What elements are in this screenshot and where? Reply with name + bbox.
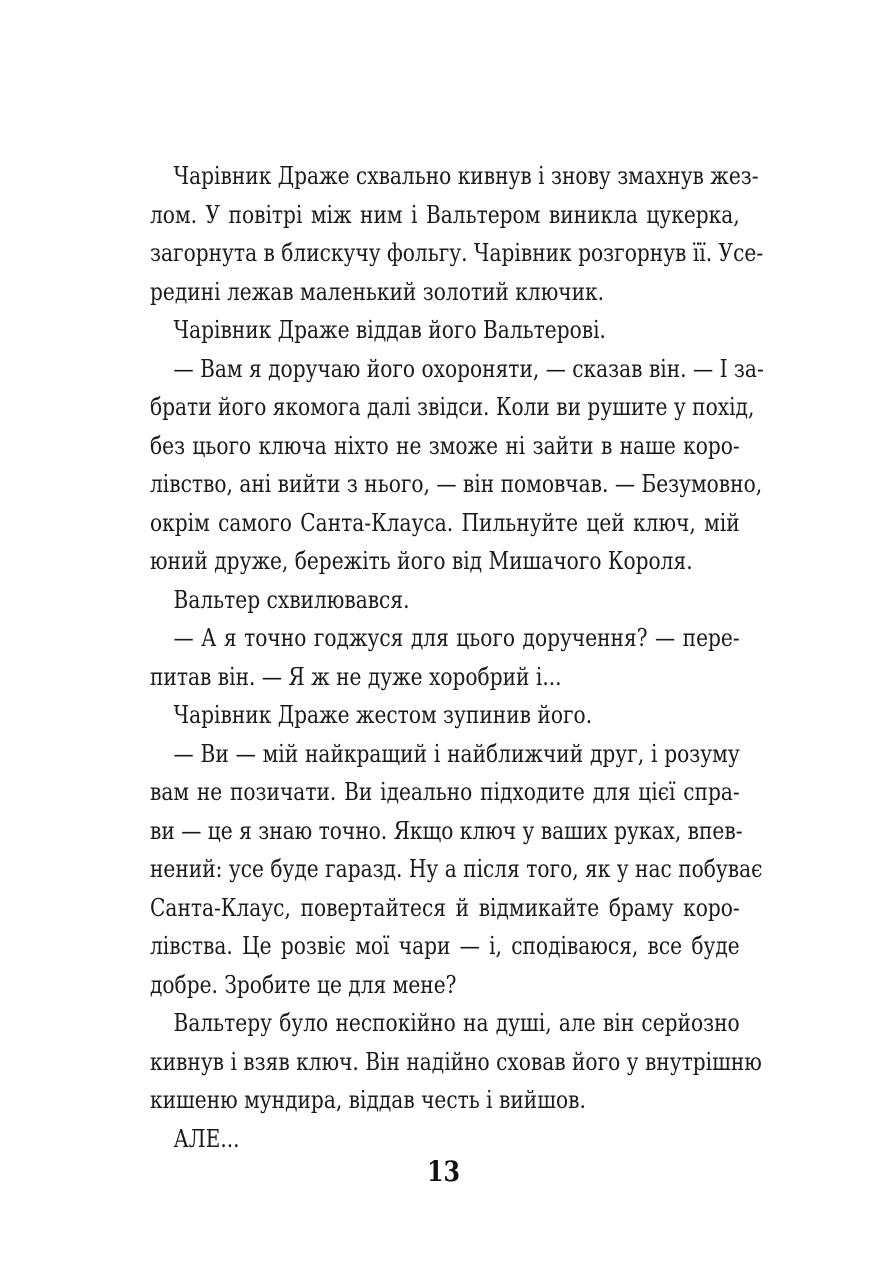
text-line: Вальтеру було неспокійно на душі, але він серйозно [173,1009,740,1037]
text-line: Чарівник Драже схвально кивнув і знову змахнув жез- [173,162,759,190]
paragraph [150,350,764,581]
body-text [150,157,764,1158]
text-line: Санта-Клаус, повертайтеся й відмикайте браму коро- [150,893,740,922]
paragraph [150,696,740,735]
paragraph [150,157,764,311]
text-line: нений: усе буде гаразд. Ну а після того, як у нас побуває [150,855,763,883]
text-line: лівство, ані вийти з нього, — він помовчав. — Безумовно, [150,470,763,498]
paragraph [150,581,740,620]
text-line: юний друже, бережіть його від Мишачого Короля. [150,547,693,575]
text-line: кивнув і взяв ключ. Він надійно сховав його у внутрішню [150,1047,762,1076]
text-line: добре. Зробите це для мене? [150,970,457,999]
text-line: Чарівник Драже жестом зупинив його. [173,701,593,729]
text-line: — Ви — мій найкращий і найближчий друг, і розуму [173,739,740,768]
paragraph [150,1120,740,1159]
text-line: — А я точно годжуся для цього доручення? — пере- [173,624,740,652]
text-line: Вальтер схвилювався. [173,585,410,614]
paragraph [150,1004,762,1120]
text-line: питав він. — Я ж не дуже хоробрий і... [150,662,562,691]
text-line: АЛЕ... [173,1124,240,1153]
text-line: лом. У повітрі між ним і Вальтером виникла цукерка, [150,200,740,229]
text-line: вам не позичати. Ви ідеально підходите для цієї спра- [150,778,740,806]
text-line: кишеню мундира, віддав честь і вийшов. [150,1086,586,1114]
text-line: без цього ключа ніхто не зможе ні зайти в наше коро- [150,431,740,460]
text-line: окрім самого Санта-Клауса. Пильнуйте цей ключ, мій [150,508,740,537]
text-line: — Вам я доручаю його охороняти, — сказав він. — І за- [173,354,764,383]
paragraph [150,619,740,696]
text-line: брати його якомога далі звідси. Коли ви рушите у похід, [150,393,755,421]
text-line: лівства. Це розвіє мої чари — і, сподіваюся, все буде [150,932,740,960]
text-line: Чарівник Драже віддав його Вальтерові. [173,316,606,344]
text-line: загорнута в блискучу фольгу. Чарівник розгорнув її. Усе- [150,239,764,267]
text-line: ви — це я знаю точно. Якщо ключ у ваших руках, впев- [150,816,743,845]
paragraph [150,311,740,350]
page-number: 13 [426,1155,461,1188]
paragraph [150,735,763,1005]
text-line: редині лежав маленький золотий ключик. [150,277,605,306]
